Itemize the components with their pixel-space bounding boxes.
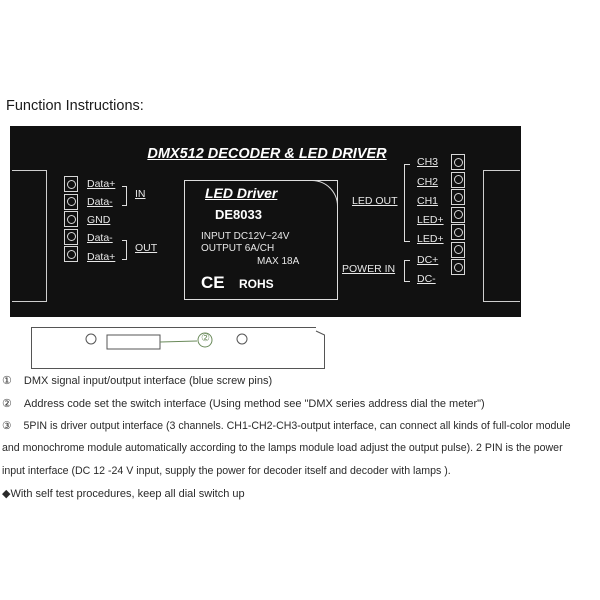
left-terminal-block [64, 176, 79, 264]
label-max-spec: MAX 18A [257, 256, 300, 267]
instruction-text: Address code set the switch interface (Using method see "DMX series address dial the meter") [23, 398, 485, 410]
pin-label-data-plus-in: Data+ [87, 178, 116, 190]
led-out-label: LED OUT [352, 195, 398, 207]
instruction-item-1 [2, 374, 272, 387]
left-port-outline [12, 170, 47, 302]
instruction-item-2 [2, 397, 485, 410]
screw-pin-icon [451, 154, 465, 170]
pin-label-data-minus-in: Data- [87, 196, 113, 208]
screw-pin-icon [451, 242, 465, 258]
instruction-number: ① [2, 375, 12, 387]
self-test-note: ◆With self test procedures, keep all dial switch up [2, 488, 245, 500]
mount-hole-icon [86, 334, 96, 344]
label-input-spec: INPUT DC12V~24V [201, 231, 290, 242]
pin-label-ch3: CH3 [417, 156, 439, 168]
label-output-spec: OUTPUT 6A/CH [201, 243, 275, 254]
in-bracket [122, 186, 127, 206]
ce-mark: CE [201, 273, 225, 292]
mount-hole-icon [237, 334, 247, 344]
side-view-diagram [31, 327, 325, 369]
screw-pin-icon [451, 189, 465, 205]
pin-label-ch1: CH1 [417, 195, 439, 207]
screw-pin-icon [64, 246, 78, 262]
screw-pin-icon [451, 207, 465, 223]
dip-switch-window [107, 335, 160, 349]
screw-pin-icon [451, 224, 465, 240]
pin-label-gnd: GND [87, 214, 111, 226]
out-bracket [122, 240, 127, 260]
power-in-bracket [404, 260, 410, 282]
label-model: DE8033 [215, 207, 262, 222]
right-port-outline [483, 170, 520, 302]
instruction-continuation-1: and monochrome module automatically according to the lamps module load adjust the output pulse). 2 PIN is the power [2, 442, 563, 454]
instruction-number: ② [2, 398, 12, 410]
device-label-plate [184, 180, 338, 300]
screw-pin-icon [451, 259, 465, 275]
instruction-continuation-2: input interface (DC 12 -24 V input, supply the power for decoder itself and decoder with lamps ). [2, 465, 451, 477]
pin-label-led-plus-1: LED+ [417, 214, 444, 226]
pin-label-led-plus-2: LED+ [417, 233, 444, 245]
screw-pin-icon [64, 211, 78, 227]
section-heading: Function Instructions: [6, 98, 144, 114]
device-panel [10, 126, 521, 317]
instruction-item-3 [2, 420, 571, 432]
instruction-text: DMX signal input/output interface (blue screw pins) [23, 375, 273, 387]
pin-label-dc-plus: DC+ [417, 254, 439, 266]
pin-label-ch2: CH2 [417, 176, 439, 188]
screw-pin-icon [64, 176, 78, 192]
in-label: IN [135, 188, 146, 200]
pin-label-data-plus-out: Data+ [87, 251, 116, 263]
screw-pin-icon [64, 229, 78, 245]
right-terminal-block [451, 154, 466, 277]
enclosure-outline [32, 327, 325, 369]
callout-line [160, 341, 197, 342]
pin-label-dc-minus: DC- [417, 273, 436, 285]
rohs-mark: ROHS [239, 277, 274, 291]
led-out-bracket [404, 164, 410, 242]
power-in-label: POWER IN [342, 263, 396, 275]
screw-pin-icon [451, 172, 465, 188]
out-label: OUT [135, 242, 158, 254]
instruction-text: 5PIN is driver output interface (3 channels. CH1-CH2-CH3-output interface, can connect all kinds of full-color module [23, 420, 571, 432]
device-title: DMX512 DECODER & LED DRIVER [147, 146, 387, 162]
instruction-number: ③ [2, 420, 12, 432]
callout-number: ② [201, 333, 210, 344]
label-name: LED Driver [205, 185, 278, 201]
pin-label-data-minus-out: Data- [87, 232, 113, 244]
screw-pin-icon [64, 194, 78, 210]
